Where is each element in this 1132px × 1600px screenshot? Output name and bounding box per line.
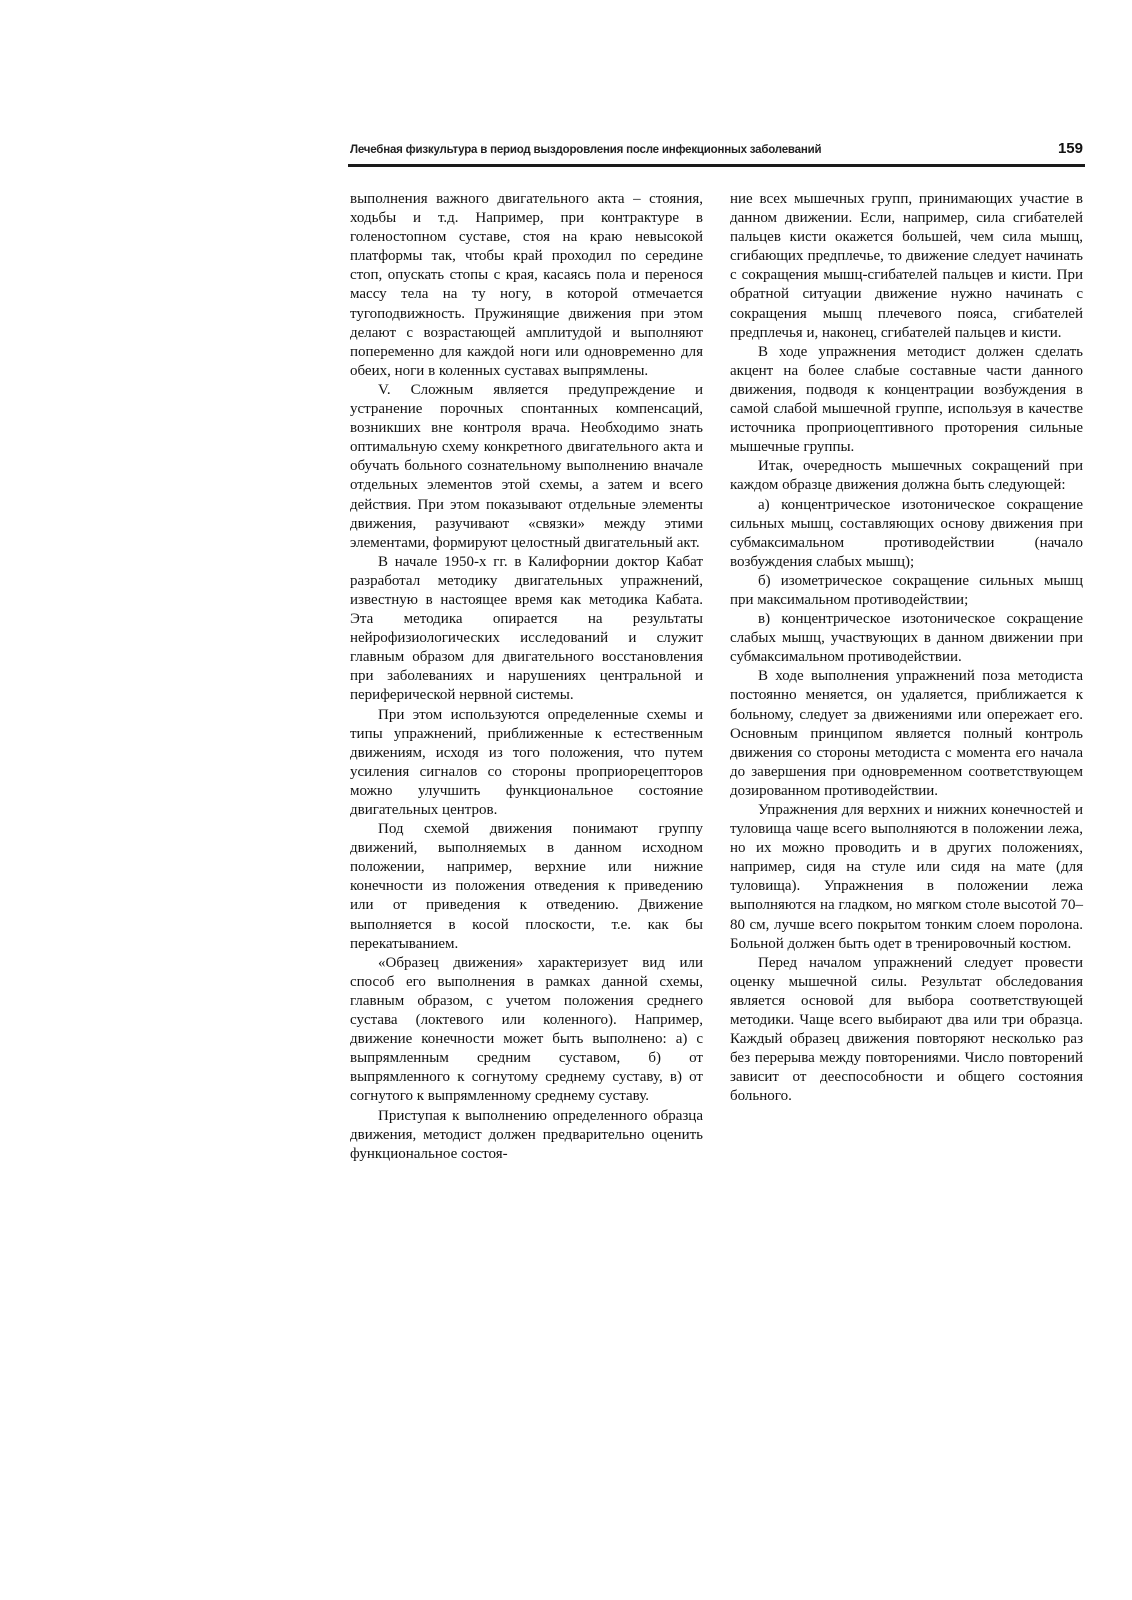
left-text-column [350,190,703,1164]
list-item: б) изометрическое сокращение сильных мышц при максимальном противодействии; [730,572,1083,608]
paragraph: Итак, очередность мышечных сокращений при каждом образце движения должна быть следующей: [730,458,1083,494]
paragraph: выполнения важного двигательного акта – стояния, ходьбы и т.д. Например, при контрактуре в голеностопном суставе, стоя на краю невысокой платформы так, чтобы край проходил по середине стоп, опускать стопы с края, касаясь пола и перенося массу тела на ту ногу, в которой отмечается тугоподвижность. Пружинящие движения при этом делают с возрастающей амплитудой и выполняют попеременно для каждой ноги или одновременно для обеих, ноги в коленных суставах выпрямлены. [350,191,703,379]
list-item: а) концентрическое изотоническое сокращение сильных мышц, составляющих основу движения при субмаксимальном противодействии (начало возбуждения слабых мышц); [730,496,1083,570]
running-header [348,136,1085,167]
page-number: 159 [1057,140,1083,157]
paragraph: В ходе упражнения методист должен сделать акцент на более слабые составные части данного движения, подводя к концентрации возбуждения в самой слабой мышечной группе, используя в качестве источника проприоцептивного проторения сильные мышечные группы. [730,343,1083,456]
paragraph: V. Сложным является предупреждение и устранение порочных спонтанных компенсаций, возникших вне контроля врача. Необходимо знать оптимальную схему конкретного двигательного акта и обучать больного сознательному выполнению вначале отдельных элементов этой схемы, а затем и всего действия. При этом показывают отдельные элементы движения, разучивают «связки» между этими элементами, формируют целостный двигательный акт. [350,381,703,551]
paragraph: «Образец движения» характеризует вид или способ его выполнения в рамках данной схемы, главным образом, с учетом положения среднего сустава (локтевого или коленного). Например, движение конечности может быть выполнено: а) с выпрямленным средним суставом, б) от выпрямленного к согнутому среднему суставу, в) от согнутого к выпрямленному среднему суставу. [350,954,703,1105]
paragraph: В ходе выполнения упражнений поза методиста постоянно меняется, он удаляется, приближается к больному, следует за движениями или опережает его. Основным принципом является полный контроль движения со стороны методиста с момента его начала до завершения при одновременном соответствующем дозированном противодействии. [730,668,1083,799]
paragraph: Перед началом упражнений следует провести оценку мышечной силы. Результат обследования является основой для выбора соответствующей методики. Чаще всего выбирают два или три образца. Каждый образец движения повторяют несколько раз без перерыва между повторениями. Число повторений зависит от дееспособности и общего состояния больного. [730,954,1083,1105]
paragraph: ние всех мышечных групп, принимающих участие в данном движении. Если, например, сила сгибателей пальцев кисти окажется большей, чем сила мышц, сгибающих предплечье, то движение следует начинать с сокращения мышц-сгибателей пальцев и кисти. При обратной ситуации движение нужно начинать с сокращения мышц плечевого пояса, сгибателей предплечья и, наконец, сгибателей пальцев и кисти. [730,191,1083,341]
paragraph: В начале 1950-х гг. в Калифорнии доктор Кабат разработал методику двигательных упражнений, известную в настоящее время как методика Кабата. Эта методика опирается на результаты нейрофизиологических исследований и служит главным образом для двигательного восстановления при заболеваниях и нарушениях центральной и периферической нервной системы. [350,553,703,704]
paragraph: Под схемой движения понимают группу движений, выполняемых в данном исходном положении, например, верхние или нижние конечности из положения отведения к приведению или от приведения к отведению. Движение выполняется в косой плоскости, т.е. как бы перекатыванием. [350,821,703,952]
list-item: в) концентрическое изотоническое сокращение слабых мышц, участвующих в данном движении при субмаксимальном противодействии. [730,611,1083,666]
paragraph: Упражнения для верхних и нижних конечностей и туловища чаще всего выполняются в положении лежа, но их можно проводить и в других положениях, например, сидя на стуле или сидя на мате (для туловища). Упражнения в положении лежа выполняются на гладком, но мягком столе высотой 70–80 см, лучше всего покрытом тонким слоем поролона. Больной должен быть одет в тренировочный костюм. [730,802,1083,952]
paragraph: При этом используются определенные схемы и типы упражнений, приближенные к естественным движениям, исходя из того положения, что путем усиления сигналов со стороны проприорецепторов можно улучшить функциональное состояние двигательных центров. [350,706,703,818]
running-header-title: Лечебная физкультура в период выздоровления после инфекционных заболеваний [350,144,822,156]
right-text-column [730,190,1083,1107]
paragraph: Приступая к выполнению определенного образца движения, методист должен предварительно оценить функциональное состоя- [350,1107,703,1162]
